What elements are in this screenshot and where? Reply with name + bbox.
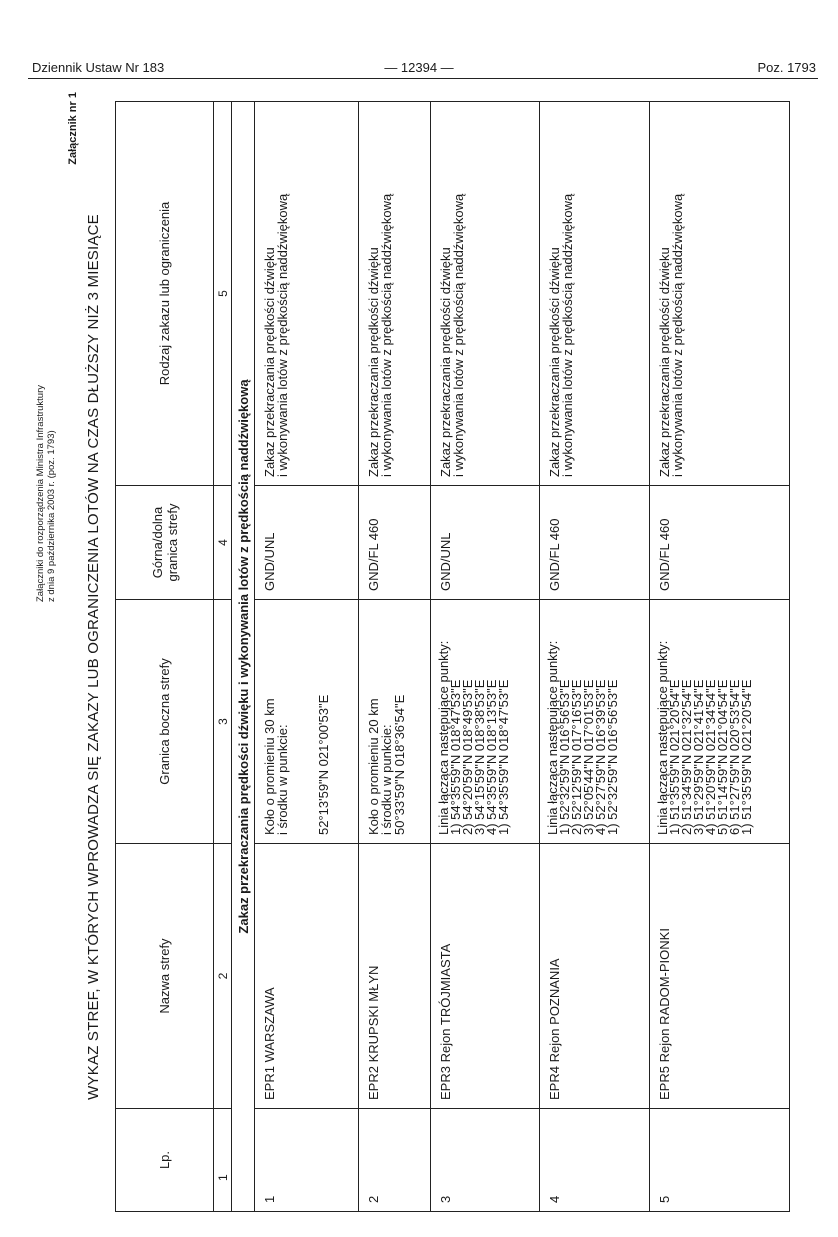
column-number-row bbox=[214, 102, 232, 1212]
cell-limits: GND/FL 460 bbox=[649, 486, 789, 600]
boundary-point: 1) 51°35'59"N 021°20'54"E bbox=[738, 679, 754, 835]
cell-lp: 4 bbox=[539, 1109, 649, 1212]
cell-boundary bbox=[255, 600, 359, 844]
zones-table bbox=[115, 101, 790, 1212]
boundary-point: 4) 51°20'59"N 021°34'54"E bbox=[702, 679, 718, 835]
position-number: Poz. 1793 bbox=[757, 60, 816, 75]
cell-boundary bbox=[539, 600, 649, 844]
cell-limits: GND/FL 460 bbox=[359, 486, 431, 600]
col-number: 1 bbox=[214, 1109, 232, 1212]
regulation-note bbox=[35, 102, 57, 602]
cell-name: EPR4 Rejon POZNANIA bbox=[539, 844, 649, 1109]
boundary-coordinate: 52°13'59"N 021°00'53"E bbox=[316, 694, 332, 835]
col-number: 4 bbox=[214, 486, 232, 600]
boundary-point: 1) 51°35'59"N 021°20'54"E bbox=[666, 679, 682, 835]
boundary-point: 4) 52°27'59"N 016°39'53"E bbox=[592, 679, 608, 835]
cell-lp: 2 bbox=[359, 1109, 431, 1212]
boundary-point: 3) 52°05'44"N 017°01'53"E bbox=[580, 679, 596, 835]
cell-restriction bbox=[359, 102, 431, 486]
restriction-line: i wykonywania lotów z prędkością naddźwiękową bbox=[451, 193, 467, 477]
table-row bbox=[649, 102, 789, 1212]
restriction-line: i wykonywania lotów z prędkością naddźwiękową bbox=[669, 193, 685, 477]
table-row bbox=[255, 102, 359, 1212]
boundary-coordinate: 50°33'59"N 018°36'54"E bbox=[392, 694, 408, 835]
col-number: 2 bbox=[214, 844, 232, 1109]
cell-restriction bbox=[539, 102, 649, 486]
col-header-restriction: Rodzaj zakazu lub ograniczenia bbox=[116, 102, 214, 486]
restriction-line: i wykonywania lotów z prędkością naddźwiękową bbox=[275, 193, 291, 477]
header-rule bbox=[28, 78, 818, 79]
restriction-line: Zakaz przekraczania prędkości dźwięku bbox=[262, 247, 278, 477]
table-row bbox=[431, 102, 539, 1212]
cell-name: EPR1 WARSZAWA bbox=[255, 844, 359, 1109]
cell-limits: GND/UNL bbox=[431, 486, 539, 600]
boundary-point: 3) 51°29'59"N 021°41'54"E bbox=[690, 679, 706, 835]
boundary-point: 3) 54°15'59"N 018°38'53"E bbox=[472, 679, 488, 835]
cell-limits: GND/FL 460 bbox=[539, 486, 649, 600]
cell-lp: 5 bbox=[649, 1109, 789, 1212]
header-row bbox=[116, 102, 214, 1212]
boundary-point: 1) 52°32'59"N 016°56'53"E bbox=[604, 679, 620, 835]
boundary-point: 2) 51°34'59"N 021°32'54"E bbox=[678, 679, 694, 835]
page-number: — 12394 — bbox=[384, 60, 454, 75]
cell-boundary bbox=[649, 600, 789, 844]
col-header-limits: Górna/dolna granica strefy bbox=[116, 486, 214, 600]
cell-name: EPR3 Rejon TRÓJMIASTA bbox=[431, 844, 539, 1109]
boundary-point: 1) 54°35'59"N 018°47'53"E bbox=[448, 679, 464, 835]
boundary-line: Linia łącząca następujące punkty: bbox=[436, 640, 452, 835]
boundary-line: Koło o promieniu 20 km bbox=[366, 698, 382, 835]
section-row bbox=[232, 102, 255, 1212]
document-title: WYKAZ STREF, W KTÓRYCH WPROWADZA SIĘ ZAKAZY LUB OGRANICZENIA LOTÓW NA CZAS DŁUŻSZY NIŻ 3 MIESIĄCE bbox=[85, 214, 102, 1100]
col-number: 5 bbox=[214, 102, 232, 486]
boundary-line: Linia łącząca następujące punkty: bbox=[654, 640, 670, 835]
boundary-line: Koło o promieniu 30 km bbox=[262, 698, 278, 835]
restriction-line: i wykonywania lotów z prędkością naddźwiękową bbox=[559, 193, 575, 477]
restriction-line: i wykonywania lotów z prędkością naddźwiękową bbox=[379, 193, 395, 477]
col-header-name: Nazwa strefy bbox=[116, 844, 214, 1109]
boundary-line: Linia łącząca następujące punkty: bbox=[544, 640, 560, 835]
cell-lp: 3 bbox=[431, 1109, 539, 1212]
boundary-line: i środku w punkcie: bbox=[379, 724, 395, 835]
section-title: Zakaz przekraczania prędkości dźwięku i wykonywania lotów z prędkością naddźwiękową bbox=[232, 102, 255, 1212]
boundary-point: 6) 51°27'59"N 020°53'54"E bbox=[726, 679, 742, 835]
regulation-note-line: z dnia 9 października 2003 r. (poz. 1793) bbox=[46, 430, 57, 602]
table-row bbox=[359, 102, 431, 1212]
boundary-point: 2) 54°20'59"N 018°49'53"E bbox=[460, 679, 476, 835]
cell-restriction bbox=[431, 102, 539, 486]
table-row bbox=[539, 102, 649, 1212]
col-number: 3 bbox=[214, 600, 232, 844]
col-header-boundary: Granica boczna strefy bbox=[116, 600, 214, 844]
attachment-label: Załącznik nr 1 bbox=[67, 92, 79, 165]
boundary-point: 2) 52°12'59"N 017°16'53"E bbox=[568, 679, 584, 835]
boundary-point: 5) 51°14'59"N 021°04'54"E bbox=[714, 679, 730, 835]
cell-limits: GND/UNL bbox=[255, 486, 359, 600]
restriction-line: Zakaz przekraczania prędkości dźwięku bbox=[438, 247, 454, 477]
boundary-line: i środku w punkcie: bbox=[275, 724, 291, 835]
cell-restriction bbox=[649, 102, 789, 486]
regulation-note-line: Załączniki do rozporządzenia Ministra Infrastruktury bbox=[35, 384, 46, 602]
cell-name: EPR5 Rejon RADOM-PIONKI bbox=[649, 844, 789, 1109]
rotated-content bbox=[35, 92, 825, 1222]
restriction-line: Zakaz przekraczania prędkości dźwięku bbox=[656, 247, 672, 477]
cell-lp: 1 bbox=[255, 1109, 359, 1212]
boundary-point: 1) 54°35'59"N 018°47'53"E bbox=[496, 679, 512, 835]
restriction-line: Zakaz przekraczania prędkości dźwięku bbox=[366, 247, 382, 477]
boundary-point: 1) 52°32'59"N 016°56'53"E bbox=[556, 679, 572, 835]
restriction-line: Zakaz przekraczania prędkości dźwięku bbox=[546, 247, 562, 477]
col-header-lp: Lp. bbox=[116, 1109, 214, 1212]
cell-restriction bbox=[255, 102, 359, 486]
cell-boundary bbox=[359, 600, 431, 844]
cell-boundary bbox=[431, 600, 539, 844]
journal-title: Dziennik Ustaw Nr 183 bbox=[32, 60, 165, 75]
cell-name: EPR2 KRUPSKI MŁYN bbox=[359, 844, 431, 1109]
boundary-point: 4) 54°35'59"N 018°13'53"E bbox=[484, 679, 500, 835]
